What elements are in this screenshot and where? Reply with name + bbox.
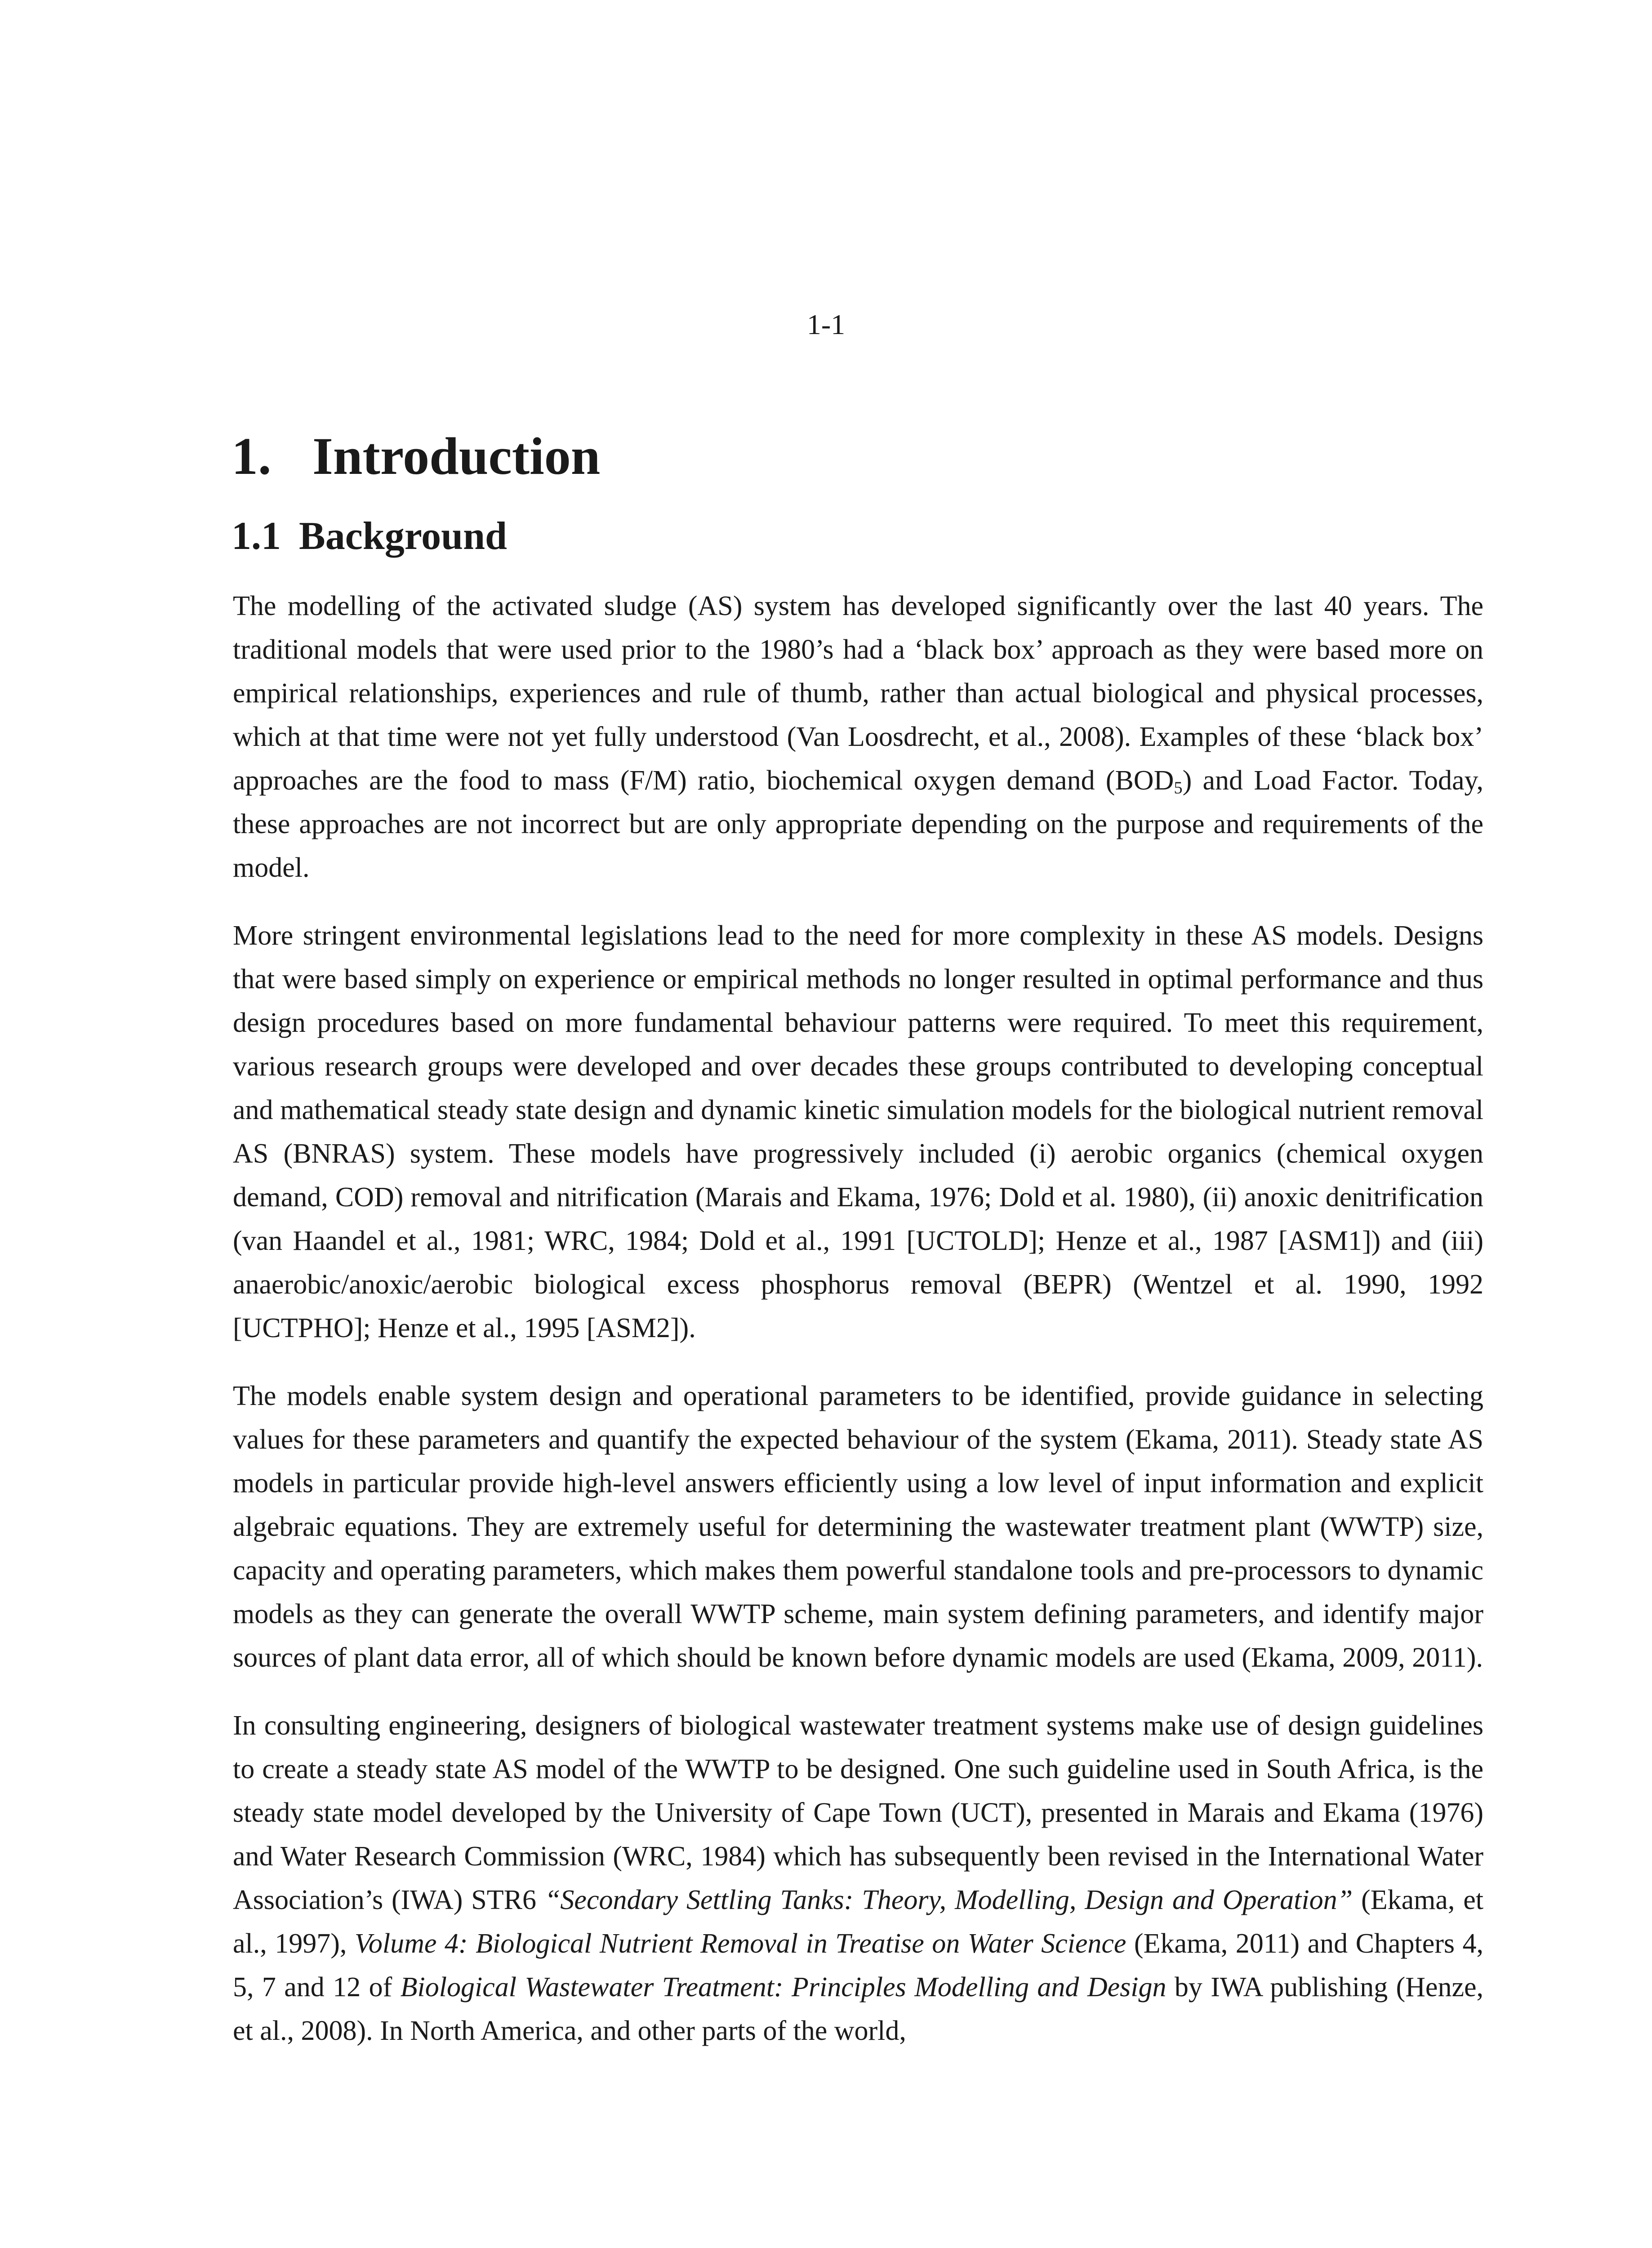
chapter-heading: [232, 427, 600, 486]
section-heading: [232, 515, 507, 558]
paragraph-4-title-str6: “Secondary Settling Tanks: Theory, Modelling, Design and Operation”: [544, 1885, 1353, 1915]
section-number: 1.1: [232, 514, 281, 558]
paragraph-4-title-book: Biological Wastewater Treatment: Principles Modelling and Design: [400, 1972, 1167, 2003]
chapter-title: Introduction: [312, 427, 601, 486]
paragraph-4: [233, 1704, 1483, 2053]
paragraph-1: [233, 584, 1483, 890]
bod-subscript: 5: [1174, 778, 1183, 798]
paragraph-4-text-b: (Ekama, et al., 1997),: [233, 1885, 1483, 1959]
paragraph-4-text-c: (Ekama, 2011) and Chapters 4, 5, 7 and 12 of: [233, 1928, 1484, 2003]
paragraph-1-text-a: The modelling of the activated sludge (AS) system has developed significantly over the last 40 years. The traditional models that were used prior to the 1980’s had a ‘black box’ approach as they were based more on empirical relationships, experiences and rule of thumb, rather than actual biological and physical processes, which at that time were not yet fully understood (Van Loosdrecht, et al., 2008). Examples of these ‘black box’ approaches are the food to mass (F/M) ratio, biochemical oxygen demand (BOD: [233, 591, 1483, 796]
paragraph-4-text-a: In consulting engineering, designers of biological wastewater treatment systems make use of design guidelines to create a steady state AS model of the WWTP to be designed. One such guideline used in South Africa, is the steady state model developed by the University of Cape Town (UCT), presented in Marais and Ekama (1976) and Water Research Commission (WRC, 1984) which has subsequently been revised in the International Water Association’s (IWA) STR6: [233, 1710, 1483, 1915]
section-title: Background: [299, 514, 507, 558]
body-text: [233, 584, 1483, 2077]
paragraph-4-title-treatise: Volume 4: Biological Nutrient Removal in Treatise on Water Science: [354, 1928, 1127, 1959]
page-number: 1-1: [806, 308, 846, 340]
paragraph-3: The models enable system design and operational parameters to be identified, provide guidance in selecting values for these parameters and quantify the expected behaviour of the system (Ekama, 2011). Steady state AS models in particular provide high-level answers efficiently using a low level of input information and explicit algebraic equations. They are extremely useful for determining the wastewater treatment plant (WWTP) size, capacity and operating parameters, which makes them powerful standalone tools and pre-processors to dynamic models as they can generate the overall WWTP scheme, main system defining parameters, and identify major sources of plant data error, all of which should be known before dynamic models are used (Ekama, 2009, 2011).: [233, 1381, 1483, 1673]
paragraph-2: More stringent environmental legislations lead to the need for more complexity in these AS models. Designs that were based simply on experience or empirical methods no longer resulted in optimal performance and thus design procedures based on more fundamental behaviour patterns were required. To meet this requirement, various research groups were developed and over decades these groups contributed to developing conceptual and mathematical steady state design and dynamic kinetic simulation models for the biological nutrient removal AS (BNRAS) system. These models have progressively included (i) aerobic organics (chemical oxygen demand, COD) removal and nitrification (Marais and Ekama, 1976; Dold et al. 1980), (ii) anoxic denitrification (van Haandel et al., 1981; WRC, 1984; Dold et al., 1991 [UCTOLD]; Henze et al., 1987 [ASM1]) and (iii) anaerobic/anoxic/aerobic biological excess phosphorus removal (BEPR) (Wentzel et al. 1990, 1992 [UCTPHO]; Henze et al., 1995 [ASM2]).: [233, 920, 1483, 1343]
paragraph-1-text-b: ) and Load Factor. Today, these approaches are not incorrect but are only appropriate depending on the purpose and requirements of the model.: [233, 765, 1483, 883]
chapter-number: 1.: [232, 427, 272, 486]
paragraph-4-text-d: by IWA publishing (Henze, et al., 2008). In North America, and other parts of the world,: [233, 1972, 1483, 2046]
